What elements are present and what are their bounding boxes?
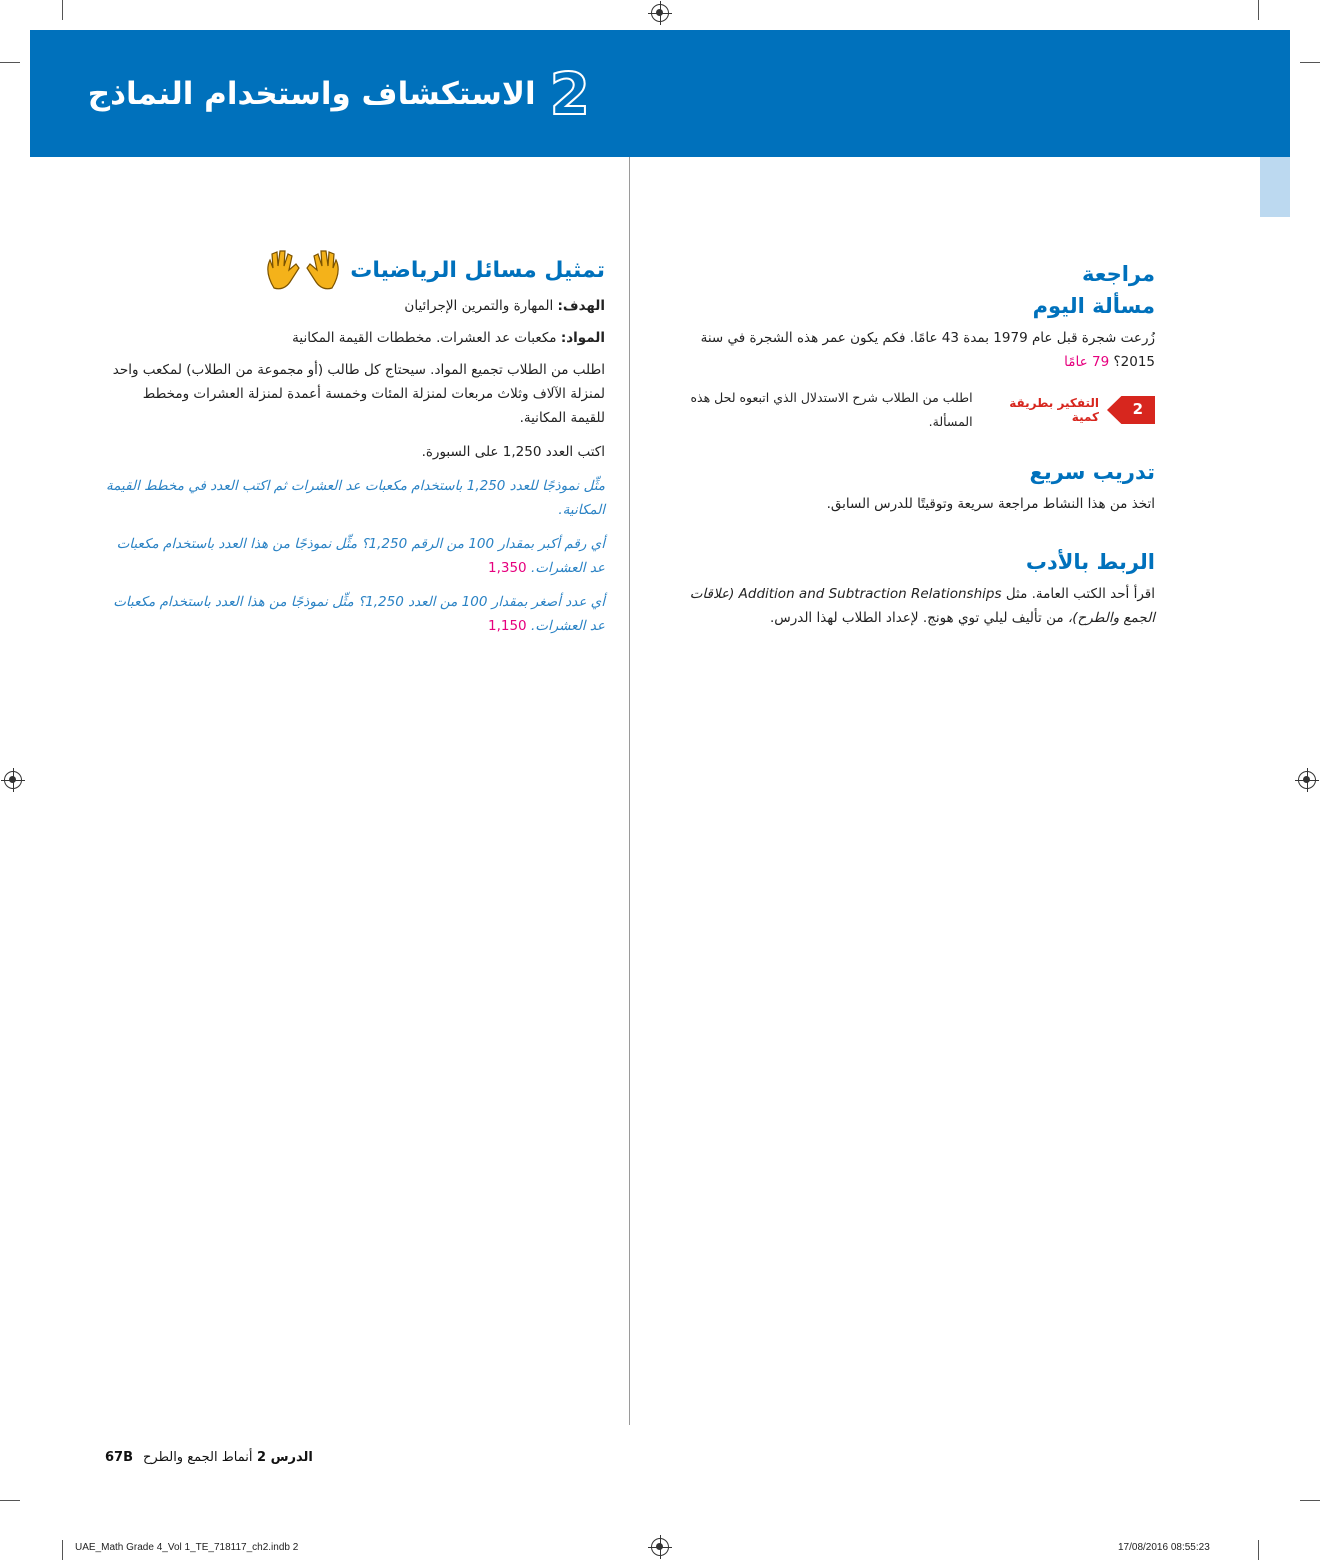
practice-callout bbox=[650, 386, 1155, 434]
activity-header bbox=[105, 248, 605, 292]
quick-review-heading: تدريب سريع bbox=[1029, 460, 1155, 484]
lesson-title: أنماط الجمع والطرح bbox=[143, 1450, 253, 1465]
crop-mark bbox=[62, 0, 63, 20]
slug-date: 17/08/2016 08:55:23 bbox=[1118, 1542, 1210, 1553]
resources-heading: مراجعة bbox=[1082, 262, 1155, 286]
goal-label: الهدف: bbox=[557, 298, 605, 314]
page-footer bbox=[105, 1450, 313, 1465]
book-title-arabic-start: (علاقات bbox=[689, 586, 735, 602]
registration-mark-icon bbox=[651, 4, 669, 22]
practice-text: اطلب من الطلاب شرح الاستدلال الذي اتبعوه لحل هذه المسألة. bbox=[690, 390, 973, 429]
activity-instructions: اطلب من الطلاب تجميع المواد. سيحتاج كل طالب (أو مجموعة من الطلاب) لمكعب واحد لمنزلة الآلاف وثلاث مربعات لمنزلة المئات وخمسة أعمدة لمنزلة العشرات ومخطط للقيمة المكانية. bbox=[112, 362, 605, 426]
practice-number: 2 bbox=[1132, 400, 1143, 418]
chapter-header bbox=[30, 30, 1290, 157]
problem-text bbox=[650, 326, 1155, 374]
right-column bbox=[650, 258, 1155, 630]
goal-text: المهارة والتمرين الإجرائيان bbox=[404, 298, 554, 314]
literature-heading: الربط بالأدب bbox=[1025, 550, 1155, 574]
literature-rest: من تأليف ليلي توي هونج. لإعداد الطلاب لهذا الدرس. bbox=[769, 610, 1064, 626]
chapter-title: الاستكشاف واستخدام النماذج bbox=[87, 75, 536, 112]
crop-mark bbox=[62, 1540, 63, 1560]
lesson-label: الدرس bbox=[270, 1450, 313, 1465]
side-tab bbox=[1260, 157, 1290, 217]
literature-text bbox=[650, 582, 1155, 630]
problem-answer: 79 عامًا bbox=[1064, 354, 1110, 370]
problem-question-mark: ؟ bbox=[1113, 354, 1121, 370]
footer-lesson bbox=[143, 1450, 313, 1465]
crop-mark bbox=[1258, 0, 1259, 20]
problem-year: 2015 bbox=[1120, 354, 1155, 370]
crop-mark bbox=[1258, 1540, 1259, 1560]
registration-mark-icon bbox=[4, 771, 22, 789]
chapter-heading bbox=[88, 30, 590, 157]
page-number: 67B bbox=[105, 1450, 133, 1465]
chapter-number: 2 bbox=[549, 59, 590, 128]
activity-heading: تمثيل مسائل الرياضيات bbox=[350, 257, 605, 283]
practice-arrow-icon bbox=[1107, 396, 1155, 424]
question-3-text: أي عدد أصغر بمقدار 100 من العدد 1,250؟ مثِّل نموذجًا من هذا العدد باستخدام مكعبات عد العشرات. bbox=[113, 594, 605, 634]
goal-line bbox=[105, 294, 605, 318]
question-2-answer: 1,350 bbox=[487, 560, 527, 576]
literature-intro: اقرأ أحد الكتب العامة. مثل bbox=[1005, 586, 1155, 602]
crop-mark bbox=[1300, 62, 1320, 63]
problem-text-body: زُرعت شجرة قبل عام 1979 بمدة 43 عامًا. فكم يكون عمر هذه الشجرة في سنة bbox=[700, 330, 1155, 346]
materials-label: المواد: bbox=[560, 330, 605, 346]
book-title: Addition and Subtraction Relationships bbox=[738, 586, 1002, 602]
hands-icon bbox=[264, 248, 342, 292]
crop-mark bbox=[0, 1500, 20, 1501]
question-2-text: أي رقم أكبر بمقدار 100 من الرقم 1,250؟ مثِّل نموذجًا من هذا العدد باستخدام مكعبات عد العشرات. bbox=[116, 536, 605, 576]
crop-mark bbox=[0, 62, 20, 63]
lesson-number: 2 bbox=[257, 1450, 267, 1465]
question-2 bbox=[105, 532, 605, 580]
left-column bbox=[105, 248, 605, 638]
crop-mark bbox=[1300, 1500, 1320, 1501]
book-title-arabic-end: الجمع والطرح)، bbox=[1067, 610, 1155, 626]
write-number-text: اكتب العدد 1,250 على السبورة. bbox=[421, 444, 605, 460]
slug-file: UAE_Math Grade 4_Vol 1_TE_718117_ch2.indb 2 bbox=[75, 1542, 299, 1553]
registration-mark-icon bbox=[651, 1538, 669, 1556]
registration-mark-icon bbox=[1298, 771, 1316, 789]
problem-heading: مسألة اليوم bbox=[1032, 294, 1155, 318]
quick-review-text: اتخذ من هذا النشاط مراجعة سريعة وتوقيتًا للدرس السابق. bbox=[826, 496, 1155, 512]
practice-label: التفكير بطريقة كمية bbox=[1009, 396, 1099, 424]
materials-line bbox=[105, 326, 605, 350]
question-3 bbox=[105, 590, 605, 638]
question-1: مثِّل نموذجًا للعدد 1,250 باستخدام مكعبات عد العشرات ثم اكتب العدد في مخطط القيمة المكانية. bbox=[106, 478, 605, 518]
column-divider bbox=[629, 157, 630, 1425]
question-3-answer: 1,150 bbox=[487, 618, 527, 634]
materials-text: مكعبات عد العشرات. مخططات القيمة المكانية bbox=[292, 330, 557, 346]
